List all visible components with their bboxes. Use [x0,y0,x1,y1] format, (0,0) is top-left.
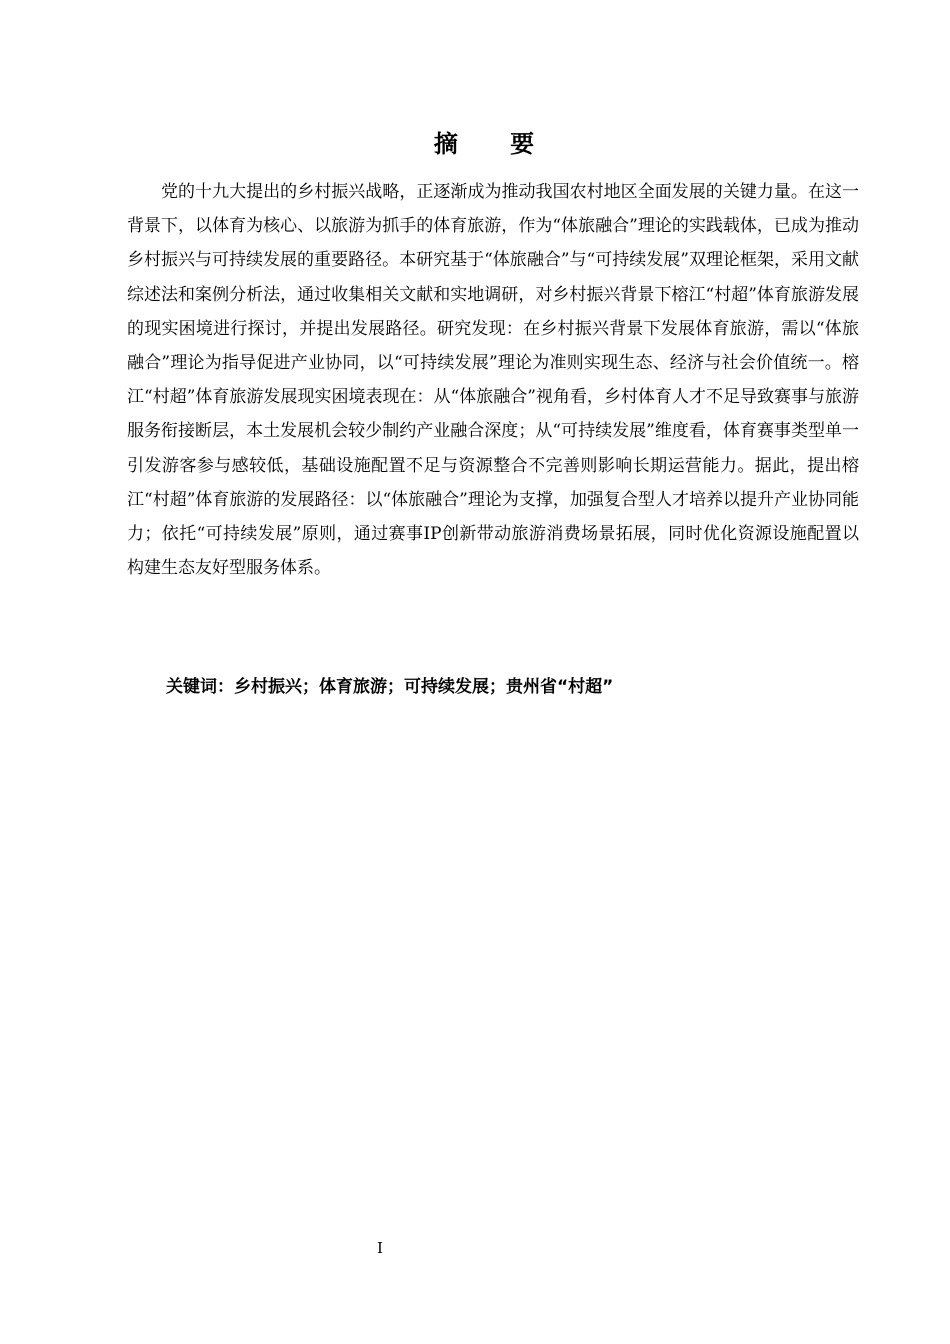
abstract-title: 摘 要 [433,129,557,158]
page-number: I [377,1239,383,1257]
abstract-body: 党的十九大提出的乡村振兴战略，正逐渐成为推动我国农村地区全面发展的关键力量。在这一背景下，以体育为核心、以旅游为抓手的体育旅游，作为“体旅融合”理论的实践载体，已成为推动乡村振兴与可持续发展的重要路径。本研究基于“体旅融合”与“可持续发展”双理论框架，采用文献综述法和案例分析法，通过收集相关文献和实地调研，对乡村振兴背景下榕江“村超”体育旅游发展的现实困境进行探讨，并提出发展路径。研究发现：在乡村振兴背景下发展体育旅游，需以“体旅融合”理论为指导促进产业协同，以“可持续发展”理论为准则实现生态、经济与社会价值统一。榕江“村超”体育旅游发展现实困境表现在：从“体旅融合”视角看，乡村体育人才不足导致赛事与旅游服务衔接断层，本土发展机会较少制约产业融合深度；从“可持续发展”维度看，体育赛事类型单一引发游客参与感较低，基础设施配置不足与资源整合不完善则影响长期运营能力。据此，提出榕江“村超”体育旅游的发展路径：以“体旅融合”理论为支撑，加强复合型人才培养以提升产业协同能力；依托“可持续发展”原则，通过赛事IP创新带动旅游消费场景拓展，同时优化资源设施配置以构建生态友好型服务体系。 [127,182,859,579]
keywords-line: 关键词：乡村振兴；体育旅游；可持续发展；贵州省“村超” [166,677,614,697]
